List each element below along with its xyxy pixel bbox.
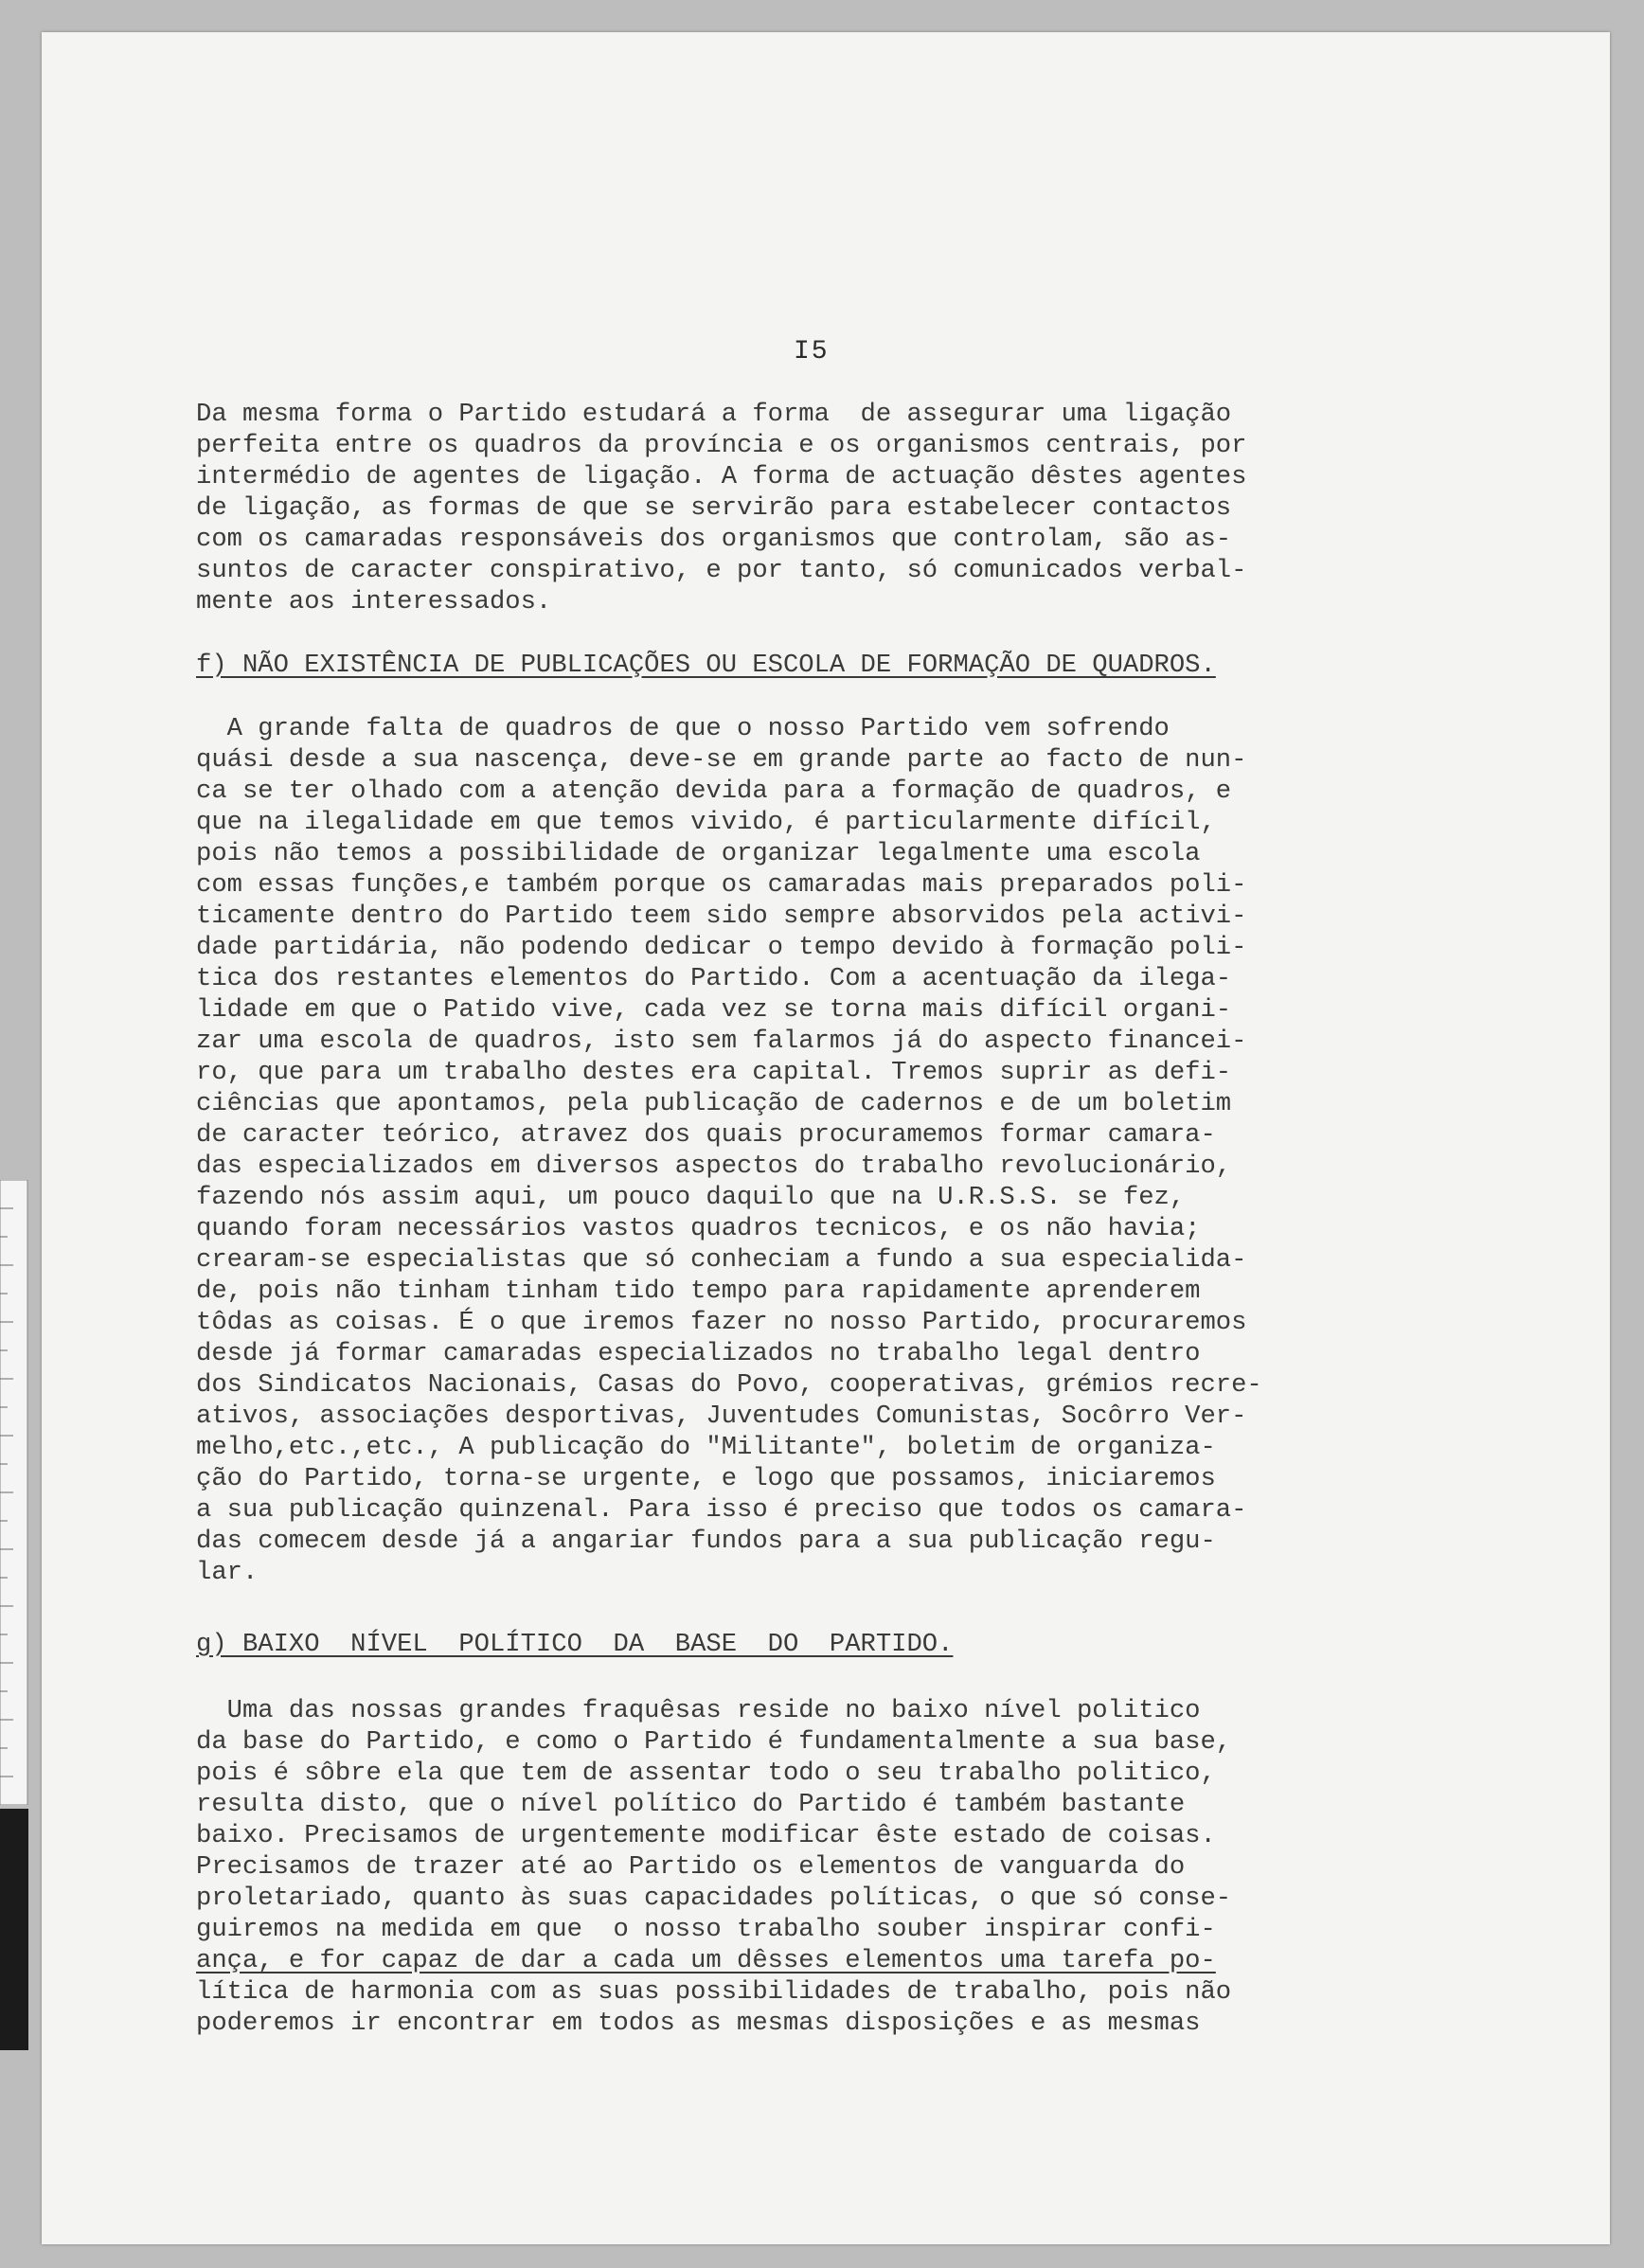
text-line: A grande falta de quadros de que o nosso Partido vem sofrendo <box>196 714 1170 743</box>
scale-bar-ticks <box>0 1180 28 1805</box>
text-line: dade partidária, não podendo dedicar o tempo devido à formação poli- <box>196 933 1247 962</box>
text-line: que na ilegalidade em que temos vivido, é particularmente difícil, <box>196 808 1216 837</box>
text-line: zar uma escola de quadros, isto sem falarmos já do aspecto financei- <box>196 1027 1247 1056</box>
text-line: intermédio de agentes de ligação. A forma de actuação dêstes agentes <box>196 462 1247 491</box>
text-line: ciências que apontamos, pela publicação de cadernos e de um boletim <box>196 1089 1232 1118</box>
text-line: ção do Partido, torna-se urgente, e logo que possamos, iniciaremos <box>196 1464 1216 1493</box>
section-heading-g: g) BAIXO NÍVEL POLÍTICO DA BASE DO PARTIDO. <box>196 1630 954 1659</box>
page-number: I5 <box>794 337 830 366</box>
text-line: ativos, associações desportivas, Juventudes Comunistas, Socôrro Ver- <box>196 1402 1247 1431</box>
text-line: de caracter teórico, atravez dos quais procuramemos formar camara- <box>196 1120 1216 1150</box>
text-line: a sua publicação quinzenal. Para isso é preciso que todos os camara- <box>196 1495 1247 1525</box>
section-heading-f: f) NÃO EXISTÊNCIA DE PUBLICAÇÕES OU ESCOLA DE FORMAÇÃO DE QUADROS. <box>196 651 1216 680</box>
text-line: de, pois não tinham tinham tido tempo para rapidamente aprenderem <box>196 1277 1201 1306</box>
text-line: quási desde a sua nascença, deve-se em grande parte ao facto de nun- <box>196 745 1247 775</box>
text-line: resulta disto, que o nível político do Partido é também bastante <box>196 1790 1186 1819</box>
text-line: das especializados em diversos aspectos do trabalho revolucionário, <box>196 1152 1232 1181</box>
scan-scale-bar <box>0 1180 28 1805</box>
text-line: ca se ter olhado com a atenção devida para a formação de quadros, e <box>196 777 1232 806</box>
text-line: guiremos na medida em que o nosso trabalho souber inspirar confi- <box>196 1915 1216 1944</box>
text-line: pois é sôbre ela que tem de assentar todo o seu trabalho politico, <box>196 1759 1216 1788</box>
scan-calibration-strip <box>0 1809 28 2050</box>
text-line: da base do Partido, e como o Partido é fundamentalmente a sua base, <box>196 1727 1232 1757</box>
text-line-underlined: ança, e for capaz de dar a cada um dêsses elementos uma tarefa po- <box>196 1946 1216 1975</box>
text-line: quando foram necessários vastos quadros tecnicos, e os não havia; <box>196 1214 1201 1243</box>
text-line: fazendo nós assim aqui, um pouco daquilo que na U.R.S.S. se fez, <box>196 1183 1186 1212</box>
text-line: poderemos ir encontrar em todos as mesmas disposições e as mesmas <box>196 2009 1201 2038</box>
text-line: suntos de caracter conspirativo, e por tanto, só comunicados verbal- <box>196 556 1247 585</box>
text-line: melho,etc.,etc., A publicação do "Militante", boletim de organiza- <box>196 1433 1216 1462</box>
text-line: pois não temos a possibilidade de organizar legalmente uma escola <box>196 839 1201 868</box>
text-line: lítica de harmonia com as suas possibilidades de trabalho, pois não <box>196 1977 1232 2007</box>
text-line: lidade em que o Patido vive, cada vez se torna mais difícil organi- <box>196 995 1232 1025</box>
text-line: Precisamos de trazer até ao Partido os elementos de vanguarda do <box>196 1852 1186 1882</box>
text-line: lar. <box>196 1558 259 1587</box>
text-line: crearam-se especialistas que só conheciam a fundo a sua especialida- <box>196 1245 1247 1275</box>
text-line: baixo. Precisamos de urgentemente modificar êste estado de coisas. <box>196 1821 1216 1850</box>
text-line: das comecem desde já a angariar fundos para a sua publicação regu- <box>196 1527 1216 1556</box>
text-line: proletariado, quanto às suas capacidades políticas, o que só conse- <box>196 1884 1232 1913</box>
text-line: com essas funções,e também porque os camaradas mais preparados poli- <box>196 870 1247 900</box>
text-line: perfeita entre os quadros da província e os organismos centrais, por <box>196 431 1247 460</box>
text-line: tôdas as coisas. É o que iremos fazer no nosso Partido, procuraremos <box>196 1308 1247 1337</box>
text-line: mente aos interessados. <box>196 587 552 616</box>
text-line: com os camaradas responsáveis dos organismos que controlam, são as- <box>196 525 1232 554</box>
text-line: dos Sindicatos Nacionais, Casas do Povo, cooperativas, grémios recre- <box>196 1370 1262 1400</box>
text-line: Uma das nossas grandes fraquêsas reside no baixo nível politico <box>196 1696 1201 1725</box>
text-line: Da mesma forma o Partido estudará a forma de assegurar uma ligação <box>196 400 1232 429</box>
text-line: ticamente dentro do Partido teem sido sempre absorvidos pela activi- <box>196 902 1247 931</box>
text-line: de ligação, as formas de que se servirão para estabelecer contactos <box>196 493 1232 523</box>
text-line: ro, que para um trabalho destes era capital. Tremos suprir as defi- <box>196 1058 1232 1087</box>
text-line: tica dos restantes elementos do Partido. Com a acentuação da ilega- <box>196 964 1232 993</box>
text-line: desde já formar camaradas especializados no trabalho legal dentro <box>196 1339 1201 1368</box>
